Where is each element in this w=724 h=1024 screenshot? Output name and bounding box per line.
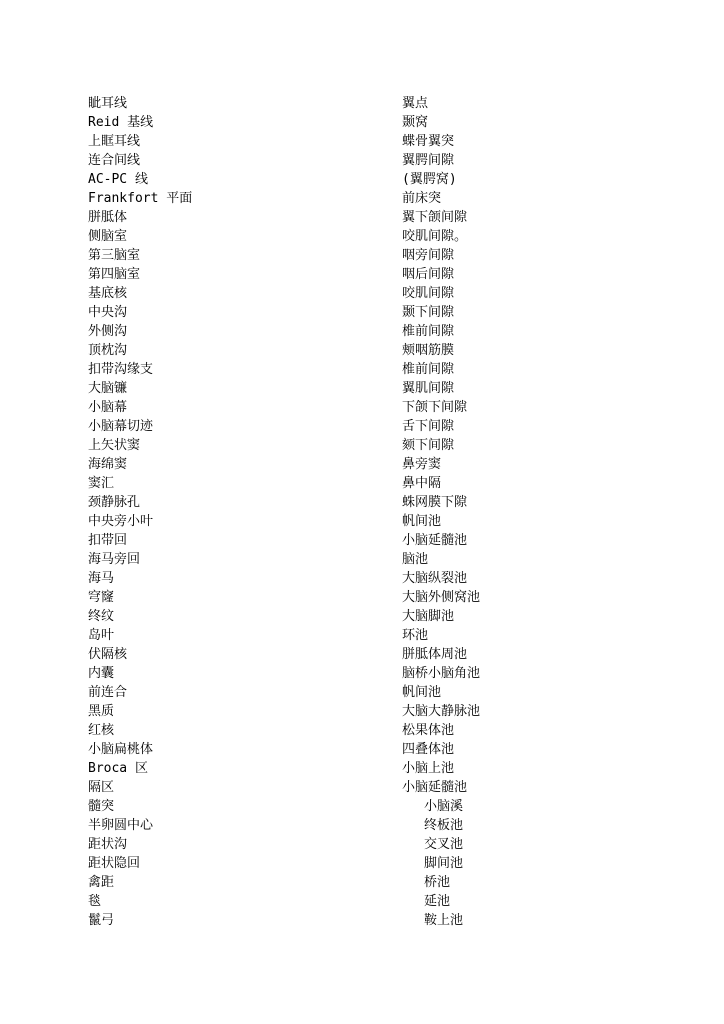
term-item: 大脑大静脉池 (402, 704, 481, 719)
term-item: 穹窿 (88, 590, 115, 605)
term-item: 窦汇 (88, 476, 115, 491)
term-item: 小脑延髓池 (402, 780, 468, 795)
term-item: 翼腭间隙 (402, 153, 455, 168)
term-item: 第三脑室 (88, 248, 141, 263)
term-item: 中央旁小叶 (88, 514, 154, 529)
term-item: 小脑幕 (88, 400, 128, 415)
term-item: 距状隐回 (88, 856, 141, 871)
term-item: 半卵圆中心 (88, 818, 154, 833)
term-item: 髓突 (88, 799, 115, 814)
term-item: 咽旁间隙 (402, 248, 455, 263)
term-item: 咬肌间隙 (402, 286, 455, 301)
term-item: 帆间池 (402, 685, 442, 700)
term-item: 扣带沟缘支 (88, 362, 154, 377)
term-item: 桥池 (424, 875, 451, 890)
term-item: 海马 (88, 571, 115, 586)
term-item: 上眶耳线 (88, 134, 141, 149)
term-item: 胼胝体周池 (402, 647, 468, 662)
term-item: 翼肌间隙 (402, 381, 455, 396)
term-item: 椎前间隙 (402, 362, 455, 377)
term-item: Reid 基线 (88, 115, 154, 130)
term-item: 终板池 (424, 818, 464, 833)
term-item: 小脑幕切迹 (88, 419, 154, 434)
term-item: 隔区 (88, 780, 115, 795)
term-item: 颈静脉孔 (88, 495, 141, 510)
term-item: 扣带回 (88, 533, 128, 548)
term-item: 蛛网膜下隙 (402, 495, 468, 510)
term-item: 翼下颌间隙 (402, 210, 468, 225)
term-item: 脚间池 (424, 856, 464, 871)
term-item: 伏隔核 (88, 647, 128, 662)
term-item: Frankfort 平面 (88, 191, 193, 206)
right-term-list (402, 94, 702, 930)
term-item: 基底核 (88, 286, 128, 301)
term-item: 鼻旁窦 (402, 457, 442, 472)
term-item: 颞窝 (402, 115, 429, 130)
term-item: 外侧沟 (88, 324, 128, 339)
term-item: 终纹 (88, 609, 115, 624)
term-item: 舌下间隙 (402, 419, 455, 434)
term-item: 颊咽筋膜 (402, 343, 455, 358)
term-item: 黑质 (88, 704, 115, 719)
term-item: 咽后间隙 (402, 267, 455, 282)
term-item: 第四脑室 (88, 267, 141, 282)
term-item: 翼点 (402, 96, 429, 111)
term-item: 小脑上池 (402, 761, 455, 776)
left-term-list (88, 94, 388, 930)
term-item: 延池 (424, 894, 451, 909)
term-item: 前床突 (402, 191, 442, 206)
term-item: 胼胝体 (88, 210, 128, 225)
term-item: 下颌下间隙 (402, 400, 468, 415)
term-item: 侧脑室 (88, 229, 128, 244)
term-item: AC-PC 线 (88, 172, 148, 187)
term-item: 鼻中隔 (402, 476, 442, 491)
term-item: 颞下间隙 (402, 305, 455, 320)
term-item: 红核 (88, 723, 115, 738)
term-item: 鬣弓 (88, 913, 115, 928)
term-item: 小脑扁桃体 (88, 742, 154, 757)
term-item: 眦耳线 (88, 96, 128, 111)
term-item: 顶枕沟 (88, 343, 128, 358)
term-item: 大脑纵裂池 (402, 571, 468, 586)
term-item: 松果体池 (402, 723, 455, 738)
term-item: 帆间池 (402, 514, 442, 529)
term-item: 脑桥小脑角池 (402, 666, 481, 681)
term-item: 岛叶 (88, 628, 115, 643)
term-item: 椎前间隙 (402, 324, 455, 339)
term-item: 大脑镰 (88, 381, 128, 396)
term-item: 咬肌间隙。 (402, 229, 468, 244)
term-item: 四叠体池 (402, 742, 455, 757)
term-item: 大脑脚池 (402, 609, 455, 624)
term-item: 小脑延髓池 (402, 533, 468, 548)
term-item: 海绵窦 (88, 457, 128, 472)
term-item: 距状沟 (88, 837, 128, 852)
term-item: 小脑溪 (424, 799, 464, 814)
term-item: 上矢状窦 (88, 438, 141, 453)
term-item: 大脑外侧窝池 (402, 590, 481, 605)
term-item: 环池 (402, 628, 429, 643)
term-item: 内囊 (88, 666, 115, 681)
term-item: 交叉池 (424, 837, 464, 852)
term-item: 蝶骨翼突 (402, 134, 455, 149)
term-item: 毯 (88, 894, 102, 909)
term-item: 颏下间隙 (402, 438, 455, 453)
term-item: 脑池 (402, 552, 429, 567)
term-item: 中央沟 (88, 305, 128, 320)
term-item: 禽距 (88, 875, 115, 890)
term-item: 前连合 (88, 685, 128, 700)
term-item: 海马旁回 (88, 552, 141, 567)
term-item: 鞍上池 (424, 913, 464, 928)
term-item: 连合间线 (88, 153, 141, 168)
term-item: Broca 区 (88, 761, 148, 776)
term-item: (翼腭窝) (402, 172, 457, 187)
